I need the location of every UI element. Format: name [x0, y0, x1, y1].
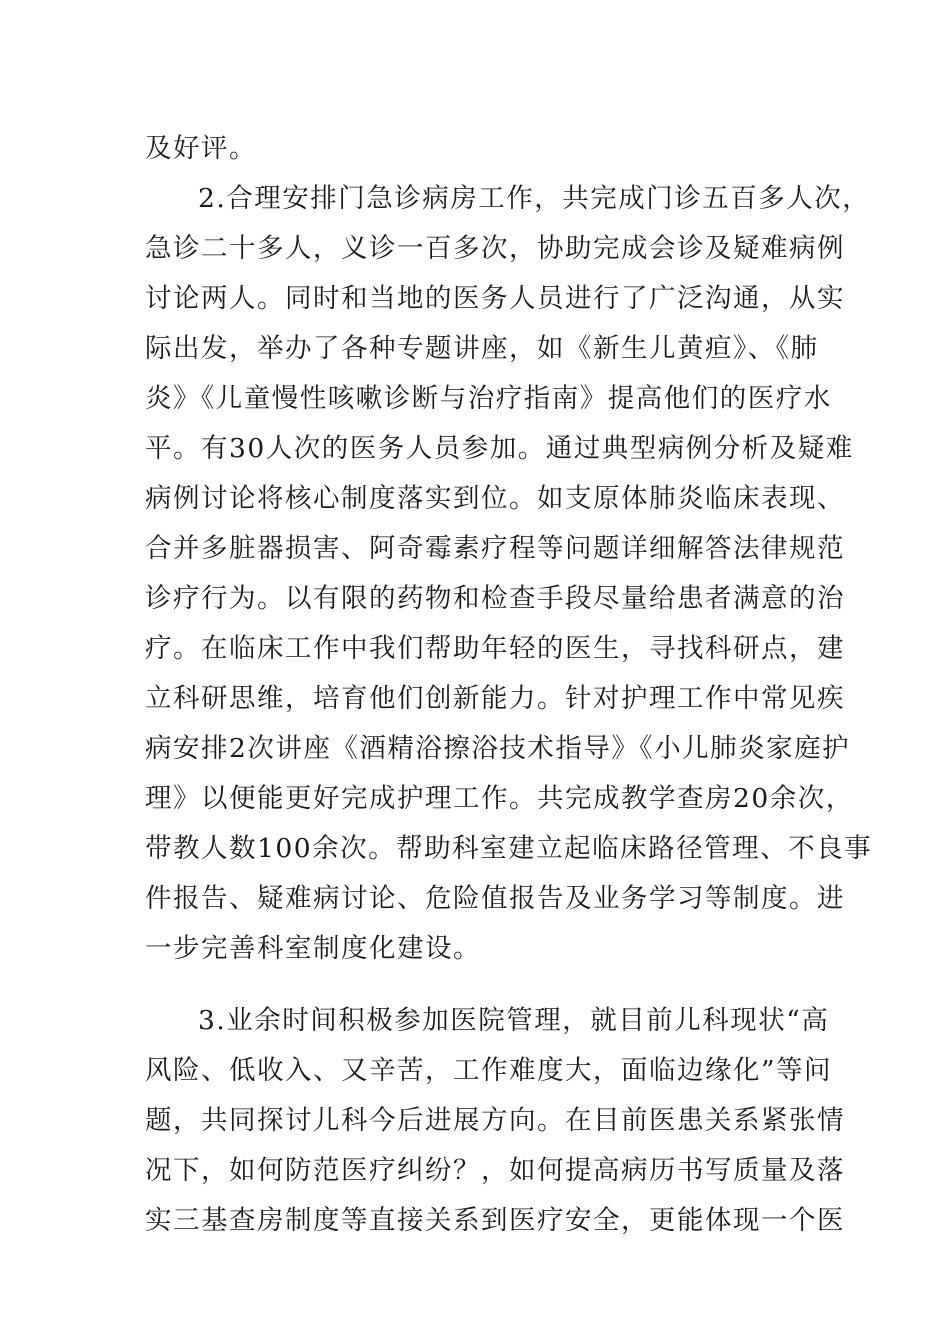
- text-line: 平。有30人次的医务人员参加。通过典型病例分析及疑难: [145, 433, 854, 464]
- text-line: 立科研思维，培育他们创新能力。针对护理工作中常见疾: [145, 683, 845, 714]
- text-line: 急诊二十多人，义诊一百多次，协助完成会诊及疑难病例: [145, 233, 845, 264]
- text-line: 炎》《儿童慢性咳嗽诊断与治疗指南》提高他们的医疗水: [145, 383, 832, 414]
- text-line: 件报告、疑难病讨论、危险值报告及业务学习等制度。进: [145, 883, 845, 914]
- paragraph-2-start: 2.合理安排门急诊病房工作，共完成门诊五百多人次，: [198, 183, 871, 214]
- text-line: 疗。在临床工作中我们帮助年轻的医生，寻找科研点，建: [145, 633, 845, 664]
- text-line: 病安排2次讲座《酒精浴擦浴技术指导》《小儿肺炎家庭护: [145, 733, 851, 764]
- text-line: 带教人数100余次。帮助科室建立起临床路径管理、不良事: [145, 833, 873, 864]
- text-line: 际出发，举办了各种专题讲座，如《新生儿黄疸》、《肺: [145, 333, 819, 364]
- body-text: [145, 124, 873, 1246]
- text-line: 诊疗行为。以有限的药物和检查手段尽量给患者满意的治: [145, 583, 845, 614]
- text-line: 题，共同探讨儿科今后进展方向。在目前医患关系紧张情: [145, 1105, 845, 1136]
- text-line: 一步完善科室制度化建设。: [145, 933, 481, 964]
- text-line: 讨论两人。同时和当地的医务人员进行了广泛沟通，从实: [145, 283, 845, 314]
- text-line: 理》以便能更好完成护理工作。共完成教学查房20余次，: [145, 783, 854, 814]
- paragraph-3-start: 3.业余时间积极参加医院管理，就目前儿科现状“高: [198, 1005, 830, 1036]
- text-line: 合并多脏器损害、阿奇霉素疗程等问题详细解答法律规范: [145, 533, 845, 564]
- text-line: 病例讨论将核心制度落实到位。如支原体肺炎临床表现、: [145, 483, 845, 514]
- text-line: 况下，如何防范医疗纠纷？，如何提高病历书写质量及落: [145, 1155, 845, 1186]
- text-line: 实三基查房制度等直接关系到医疗安全，更能体现一个医: [145, 1205, 845, 1236]
- text-line: 及好评。: [145, 133, 257, 164]
- text-line: 风险、低收入、又辛苦，工作难度大，面临边缘化”等问: [145, 1055, 833, 1086]
